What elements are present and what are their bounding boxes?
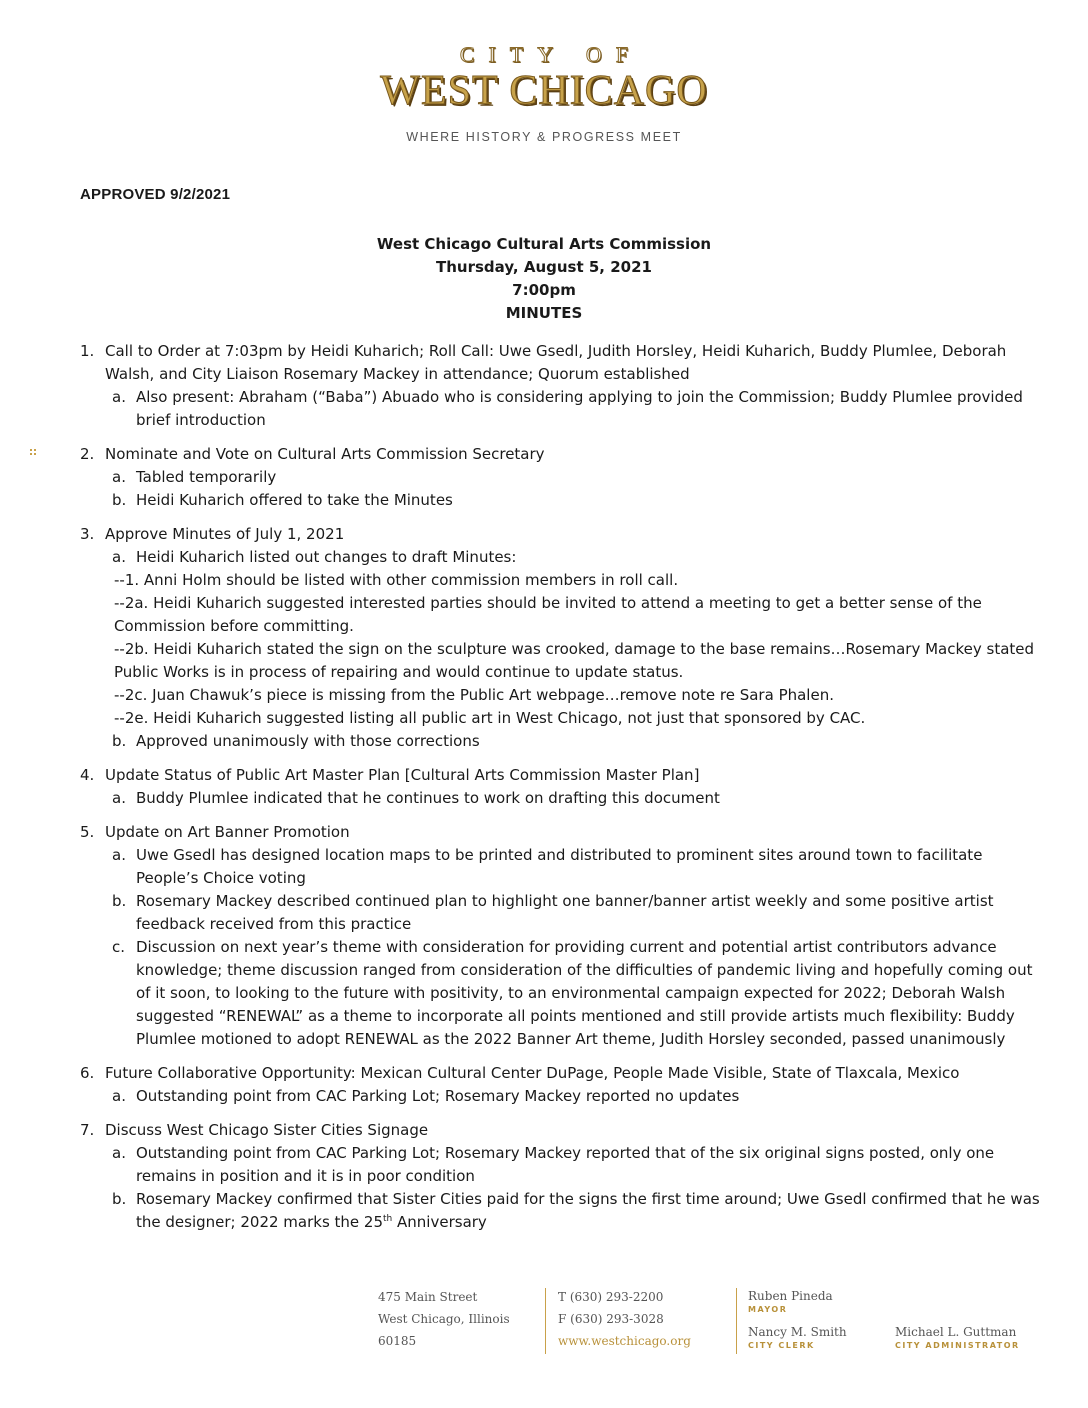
ordinal-superscript: th [383,1214,393,1224]
letterhead-city-name: WEST CHICAGO [380,68,708,114]
sub-item [112,844,1040,890]
item-number: 3. [80,525,95,543]
footer-fax: F (630) 293-3028 [558,1312,664,1326]
correction-line: --2c. Juan Chawuk’s piece is missing from the Public Art webpage…remove note re Sara Phalen. [114,686,834,704]
sub-item-text: Approved unanimously with those corrections [136,732,480,750]
sub-item-letter: b. [112,1190,127,1208]
sub-item [112,936,1040,1051]
heading-title: MINUTES [505,304,583,322]
sub-item [112,489,1040,512]
sub-item [112,787,1040,810]
correction-line: --1. Anni Holm should be listed with other commission members in roll call. [114,571,679,589]
sub-item-letter: b. [112,732,127,750]
sub-item-text: Buddy Plumlee indicated that he continues to work on drafting this document [136,789,720,807]
item-number: 5. [80,823,95,841]
sub-item-text: Uwe Gsedl has designed location maps to be printed and distributed to prominent sites around town to facilitate People’s Choice voting [136,846,983,887]
minutes-heading [0,233,1088,325]
item-text: Discuss West Chicago Sister Cities Signage [105,1121,429,1139]
letterhead-tagline: WHERE HISTORY & PROGRESS MEET [406,130,682,144]
sub-item-letter: c. [112,938,126,956]
approved-stamp: APPROVED 9/2/2021 [80,186,231,203]
item-text: Approve Minutes of July 1, 2021 [105,525,345,543]
sub-item [112,546,1040,569]
sub-item-letter: a. [112,1087,126,1105]
agenda-item-4 [80,764,1040,810]
letterhead-city-of: CITY OF [459,42,643,67]
mayor-name: Ruben Pineda [748,1289,833,1303]
minutes-body [80,340,1040,1245]
sub-item-text [136,1188,1040,1234]
letterhead [0,42,1088,144]
letterhead-footer [0,1286,1088,1366]
footer-administrator [895,1324,1020,1352]
item-number: 7. [80,1121,95,1139]
sub-item [112,386,1040,432]
agenda-item-2 [80,443,1040,512]
heading-time: 7:00pm [512,281,576,299]
margin-mark-icon [30,449,37,456]
item-text: Update on Art Banner Promotion [105,823,350,841]
sub-item-letter: b. [112,892,127,910]
sub-item-letter: a. [112,846,126,864]
agenda-item-1 [80,340,1040,432]
footer-clerk [748,1324,847,1352]
footer-phone: T (630) 293-2200 [558,1290,664,1304]
administrator-title: CITY ADMINISTRATOR [895,1341,1020,1350]
heading-date: Thursday, August 5, 2021 [436,258,652,276]
sub-item-text: Outstanding point from CAC Parking Lot; Rosemary Mackey reported that of the six original signs posted, only one remains in position and it is in poor condition [136,1144,995,1185]
item-text: Update Status of Public Art Master Plan [Cultural Arts Commission Master Plan] [105,766,700,784]
sub-item [112,1085,1040,1108]
correction-line: --2b. Heidi Kuharich stated the sign on the sculpture was crooked, damage to the base remains…Rosemary Mackey stated Public Works is in process of repairing and would continue to update status. [114,640,1035,681]
footer-address [378,1286,510,1352]
footer-divider [736,1288,737,1354]
sub-item-letter: a. [112,548,126,566]
correction-line: --2a. Heidi Kuharich suggested interested parties should be invited to attend a meeting to get a better sense of the Commission before committing. [114,594,982,635]
sub-item-text: Outstanding point from CAC Parking Lot; Rosemary Mackey reported no updates [136,1087,740,1105]
sub-item-text: Also present: Abraham (“Baba”) Abuado who is considering applying to join the Commission; Buddy Plumlee provided brief introduction [136,388,1023,429]
footer-contact [558,1286,691,1352]
address-line: West Chicago, Illinois [378,1312,510,1326]
heading-org: West Chicago Cultural Arts Commission [376,235,712,253]
clerk-name: Nancy M. Smith [748,1325,847,1339]
clerk-title: CITY CLERK [748,1341,815,1350]
sub-item-letter: a. [112,468,126,486]
footer-website-link[interactable]: www.westchicago.org [558,1334,691,1348]
sub-item-text: Discussion on next year’s theme with consideration for providing current and potential artist contributors advance knowledge; theme discussion ranged from consideration of the difficulties of pandemic living and hopefully coming out of it soon, to looking to the future with positivity, to an environmental campaign expected for 2022; Deborah Walsh suggested “RENEWAL” as a theme to incorporate all points mentioned and still provide artists much flexibility: Buddy Plumlee motioned to adopt RENEWAL as the 2022 Banner Art theme, Judith Horsley seconded, passed unanimously [136,938,1033,1048]
footer-mayor [748,1288,833,1316]
item-number: 4. [80,766,95,784]
sub-item-text: Heidi Kuharich listed out changes to draft Minutes: [136,548,517,566]
sub-item-letter: a. [112,789,126,807]
sub-item-text: Heidi Kuharich offered to take the Minutes [136,491,453,509]
agenda-item-5 [80,821,1040,1051]
sub-item [112,1142,1040,1188]
sub-item-text: Rosemary Mackey described continued plan to highlight one banner/banner artist weekly and some positive artist feedback received from this practice [136,892,994,933]
item-text: Call to Order at 7:03pm by Heidi Kuharich; Roll Call: Uwe Gsedl, Judith Horsley, Heidi Kuharich, Buddy Plumlee, Deborah Walsh, and City Liaison Rosemary Mackey in attendance; Quorum established [105,342,1007,383]
sub-item [112,1188,1040,1234]
item-number: 6. [80,1064,95,1082]
sub-item-letter: b. [112,491,127,509]
sub-item-text-main: Rosemary Mackey confirmed that Sister Cities paid for the signs the first time around; Uwe Gsedl confirmed that he was the designer; 2022 marks the 25 [136,1190,1040,1231]
correction-line: --2e. Heidi Kuharich suggested listing all public art in West Chicago, not just that sponsored by CAC. [114,709,866,727]
sub-item [112,466,1040,489]
item-number: 1. [80,342,95,360]
administrator-name: Michael L. Guttman [895,1325,1017,1339]
item-text: Future Collaborative Opportunity: Mexican Cultural Center DuPage, People Made Visible, State of Tlaxcala, Mexico [105,1064,960,1082]
sub-item-letter: a. [112,388,126,406]
sub-item [112,890,1040,936]
agenda-item-7 [80,1119,1040,1234]
sub-item-letter: a. [112,1144,126,1162]
footer-divider [545,1288,546,1354]
sub-item-text-end: Anniversary [392,1213,487,1231]
address-line: 475 Main Street [378,1290,478,1304]
address-line: 60185 [378,1334,417,1348]
sub-item [112,730,1040,753]
agenda-item-3 [80,523,1040,753]
mayor-title: MAYOR [748,1305,788,1314]
item-text: Nominate and Vote on Cultural Arts Commission Secretary [105,445,545,463]
agenda-item-6 [80,1062,1040,1108]
sub-item-text: Tabled temporarily [136,468,277,486]
item-number: 2. [80,445,95,463]
